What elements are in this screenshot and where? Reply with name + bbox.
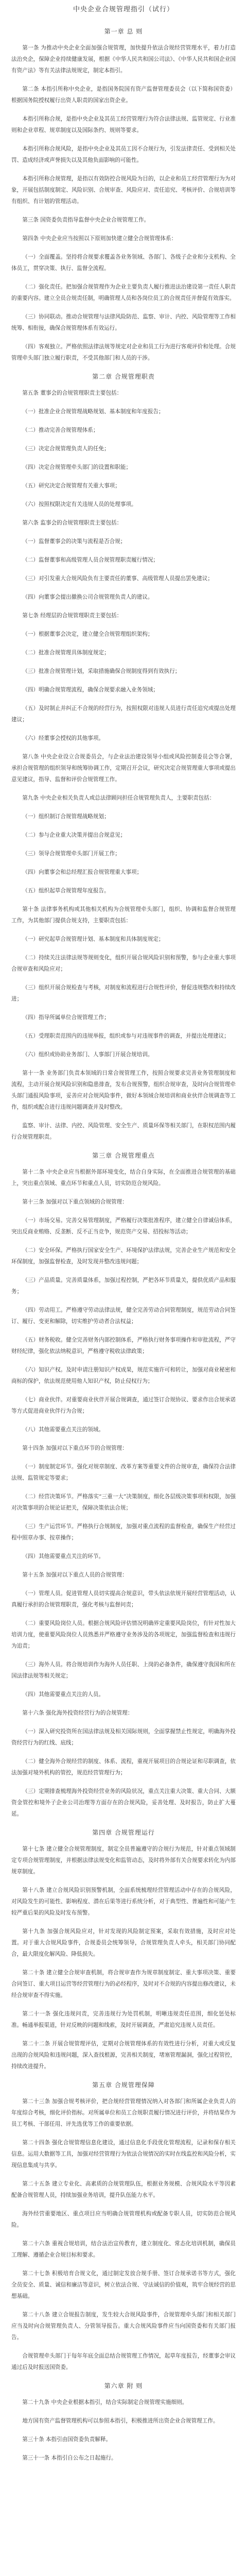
article-paragraph: （六）经董事会授权的其他事项。 <box>22 735 104 741</box>
article-paragraph: 第十三条 加强对以下重点领域的合规管理： <box>22 1199 128 1205</box>
article-paragraph: 本指引所称合规，是指中央企业及其员工经营管理行为符合法律法规、监管规定、行业准则和企业章程、规章制度以及国际条约、规则等要求。 <box>11 116 236 133</box>
article-paragraph: （三）组织开展合规检查与考核，对制度和流程进行合规性评价，督促违规整改和持续改进； <box>11 985 236 1002</box>
article-paragraph: 第十七条 建立健全合规管理制度，制定全员普遍遵守的合规行为规范，针对重点领域制定专项合规管理制度，并根据法律法规变化和监管动态，及时将外部有关合规要求转化为内部规章制度。 <box>11 1846 236 1875</box>
article-paragraph: 第二十九条 中央企业根据本指引，结合实际制定合规管理实施细则。 <box>22 2399 188 2405</box>
article-paragraph: （一）全面覆盖。坚持将合规要求覆盖各业务领域、各部门、各级子企业和分支机构、全体员工，贯穿决策、执行、监督全流程。 <box>11 254 236 272</box>
article-paragraph: 第二十六条 重视合规培训，结合法治宣传教育，建立制度化、常态化培训机制，确保员工理解、遵循企业合规目标和要求。 <box>11 2241 236 2258</box>
article-paragraph: （五）财务税收。健全完善财务内部控制体系，严格执行财务事项操作和审批流程，严守财经纪律，强化依法纳税意识，严格遵守税收法律政策； <box>11 1337 236 1354</box>
chapter-heading: 第五章 合规管理保障 <box>92 2081 155 2089</box>
article-paragraph: （二）批准合规管理具体制度规定； <box>22 650 110 656</box>
chapter-heading: 第四章 合规管理运行 <box>92 1829 155 1836</box>
article-paragraph: （六）按照权限决定有关违规人员的处理事项。 <box>22 501 137 507</box>
article-paragraph: （六）组织或协助业务部门、人事部门开展合规培训。 <box>22 1052 153 1058</box>
article-paragraph: （四）其他需要重点关注的环节。 <box>22 1553 104 1560</box>
article-paragraph: （四）明确合规管理流程，确保合规要求融入业务领域； <box>22 687 159 693</box>
article-paragraph: 第二十八条 建立合规报告制度，发生较大合规风险事件，合规管理牵头部门和相关部门应当及时向合规管理负责人、分管领导报告。重大合规风险事件应当向国资委和有关部门报告。 <box>11 2312 236 2341</box>
article-paragraph: （五）研究决定合规管理有关重大事项； <box>22 483 120 489</box>
article-paragraph: （七）商业伙伴。对重要商业伙伴开展合规调查，通过签订合规协议、要求作出合规承诺等方式促进商业伙伴行为合规； <box>11 1397 236 1414</box>
article-paragraph: 第二十五条 建立专业化、高素质的合规管理队伍，根据业务规模、合规风险水平等因素配备合规管理人员，持续加强业务培训，提升队伍能力水平。 <box>11 2181 236 2198</box>
article-paragraph: 第十二条 中央企业应当根据外部环境变化，结合自身实际，在全面推进合规管理的基础上，突出重点领域、重点环节和重点人员，切实防范合规风险。 <box>11 1169 236 1187</box>
article-paragraph: 第五条 董事会的合规管理职责主要包括： <box>22 390 122 396</box>
article-paragraph: （八）其他需要重点关注的领域。 <box>22 1427 104 1433</box>
chapter-heading: 第二章 合规管理职责 <box>92 373 155 380</box>
article-paragraph: 第一条 为推动中央企业全面加强合规管理，加快提升依法合规经营管理水平，着力打造法治央企，保障企业持续健康发展，根据《中华人民共和国公司法》、《中华人民共和国企业国有资产法》等有关法律法规规定，制定本指引。 <box>11 45 236 74</box>
article-paragraph: （四）向董事会和总经理汇报合规管理重大事项； <box>22 869 143 875</box>
article-paragraph: （一）研究起草合规管理计划、基本制度和具体制度规定； <box>22 936 164 942</box>
article-paragraph: （二）推动完善合规管理体系； <box>22 427 99 433</box>
chapter-section <box>11 26 236 364</box>
article-paragraph: （一）深入研究投资所在国法律法规及相关国际规则，全面掌握禁止性规定，明确海外投资经营行为的红线、底线； <box>11 1728 236 1746</box>
article-paragraph: （三）海外人员。将合规培训作为海外人员任职、上岗的必备条件，确保遵守我国和所在国法律法规等相关规定； <box>11 1662 236 1679</box>
article-paragraph: 第四条 中央企业应当按照以下原则加快建立健全合规管理体系： <box>22 235 177 242</box>
article-paragraph: （一）组织制订合规管理战略规划； <box>22 814 110 820</box>
article-paragraph: （三）生产运营环节。严格执行合规制度，加强对重点流程的监督检查，确保生产经营过程中照章办事、按章操作； <box>11 1523 236 1541</box>
article-paragraph: （二）监督董事和高级管理人员合规管理职责履行情况； <box>22 557 159 563</box>
chapters-container <box>11 26 236 2464</box>
article-paragraph: （二）重要风险岗位人员。根据合规风险评估情况明确界定重要风险岗位，有针对性加大培训力度，使重要风险岗位人员熟悉并严格遵守业务涉及的各项规定，加强监督检查和违规行为追责； <box>11 1620 236 1649</box>
article-paragraph: 第七条 经理层的合规管理职责主要包括： <box>22 613 122 619</box>
chapter-section <box>11 371 236 1143</box>
article-paragraph: 第六条 监事会的合规管理职责主要包括： <box>22 520 122 526</box>
article-paragraph: （五）受理职责范围内的违规举报，组织或参与对违规事件的调查，并提出处理建议； <box>22 1033 230 1039</box>
article-paragraph: （三）定期排查梳理海外投资经营业务的风险状况，重点关注重大决策、重大合同、大额资金管控和境外子企业公司治理等方面存在的合规风险，妥善处理、及时报告，防止扩大蔓延。 <box>11 1788 236 1817</box>
chapter-section <box>11 1827 236 2072</box>
article-paragraph: （二）安全环保。严格执行国家安全生产、环境保护法律法规，完善企业生产规范和安全环保制度，加强监督检查，及时发现并整改违规问题； <box>11 1247 236 1265</box>
chapter-heading: 第一章 总 则 <box>104 28 143 35</box>
chapter-heading: 第三章 合规管理重点 <box>92 1152 155 1159</box>
article-paragraph: 第九条 中央企业相关负责人或总法律顾问担任合规管理负责人，主要职责包括： <box>22 795 215 801</box>
article-paragraph: 第十六条 强化海外投资经营行为的合规管理： <box>22 1710 133 1716</box>
article-paragraph: （一）批准企业合规管理战略规划、基本制度和年度报告； <box>22 409 164 415</box>
article-paragraph: 第十条 法律事务机构或其他相关机构为合规管理牵头部门，组织、协调和监督合规管理工作，为其他部门提供合规支持，主要职责包括： <box>11 906 236 924</box>
article-paragraph: 第二十四条 强化合规管理信息化建设，通过信息化手段优化管理流程，记录和保存相关信息。运用大数据等工具，加强对经营管理行为依法合规情况的实时在线监控和风险分析，实现信息集成与共享。 <box>11 2140 236 2168</box>
article-paragraph: （一）监督董事会的决策与流程是否合规； <box>22 538 126 545</box>
article-paragraph: （五）及时制止并纠正不合规的经营行为，按照权限对违规人员进行责任追究或提出处理建议； <box>11 705 236 723</box>
article-paragraph: 第二十条 建立健全合规审查机制，将合规审查作为规章制度制定、重大事项决策、重要合同签订、重大项目运营等经营管理行为的必经程序，及时对不合规的内容提出修改建议，未经合规审查不得实施。 <box>11 1970 236 1998</box>
article-paragraph: （四）客观独立。严格依照法律法规等规定对企业和员工行为进行客观评价和处理。合规管理牵头部门独立履行职责，不受其他部门和人员的干涉。 <box>11 344 236 361</box>
article-paragraph: 本指引所称合规管理，是指以有效防控合规风险为目的，以企业和员工经营管理行为为对象，开展包括制度制定、风险识别、合规审查、风险应对、责任追究、考核评价、合规培训等有组织、有计划的管理活动。 <box>11 176 236 205</box>
article-paragraph: 第三条 国资委负责指导监督中央企业合规管理工作。 <box>22 217 150 223</box>
article-paragraph: 第十五条 加强对以下重点人员的合规管理： <box>22 1572 128 1578</box>
article-paragraph: （四）决定合规管理牵头部门的设置和职能； <box>22 464 132 470</box>
article-paragraph: （三）批准合规管理计划，采取措施确保合规制度得到有效执行； <box>22 668 181 674</box>
article-paragraph: 第八条 中央企业设立合规委员会，与企业法治建设领导小组或风险控制委员会等合署，承担合规管理的组织领导和统筹协调工作，定期召开会议，研究决定合规管理重大事项或提出意见建议，指导、监督和评价合规管理工作。 <box>11 754 236 783</box>
article-paragraph: 监察、审计、法律、内控、风险管理、安全生产、质量环保等相关部门，在职权范围内履行合规管理职责。 <box>11 1123 236 1140</box>
article-paragraph: （四）向董事会提出撤换公司合规管理负责人的建议。 <box>22 594 153 600</box>
article-paragraph: 第二十七条 积极培育合规文化，通过制定发放合规手册、签订合规承诺书等方式，强化全员安全、质量、诚信和廉洁等意识，树立依法合规、守法诚信的价值观，筑牢合规经营的思想基础。 <box>11 2270 236 2299</box>
article-paragraph: （一）根据董事会决定，建立健全合规管理组织架构； <box>22 631 153 637</box>
article-paragraph: （一）市场交易。完善交易管理制度，严格履行决策批准程序，建立健全自律诚信体系，突出反商业贿赂、反垄断、反不正当竞争，规范资产交易、招投标等活动； <box>11 1217 236 1235</box>
article-paragraph: （一）管理人员。促进管理人员切实提高合规意识，带头依法依规开展经营管理活动，认真履行承担的合规管理职责，强化考核与监督问责； <box>11 1590 236 1608</box>
article-paragraph: 地方国有资产监督管理机构可以参照本指引，积极推进所出资企业合规管理工作。 <box>22 2418 219 2424</box>
article-paragraph: 第二十三条 加强合规考核评价，把合规经营管理情况纳入对各部门和所属企业负责人的年度综合考核，细化评价指标。对所属单位和员工合规职责履行情况进行评价，并将结果作为员工考核、干部任用、评先选优等工作的重要依据。 <box>11 2098 236 2127</box>
article-paragraph: 合规管理牵头部门于每年年底全面总结合规管理工作情况，起草年度报告，经董事会审议通过后及时报送国资委。 <box>11 2353 236 2370</box>
chapter-section <box>11 2079 236 2373</box>
article-paragraph: 第十八条 建立合规风险识别预警机制，全面系统梳理经营管理活动中存在的合规风险，对风险发生的可能性、影响程度、潜在后果等进行系统分析，对于典型性、普遍性和可能产生较严重后果的风险及时发布预警。 <box>11 1887 236 1916</box>
article-paragraph: （三）产品质量。完善质量体系，加强过程控制，严把各环节质量关，提供优质产品和服务； <box>11 1277 236 1295</box>
article-paragraph: （三）协同联动。推动合规管理与法律风险防范、监察、审计、内控、风险管理等工作相统筹、相衔接，确保合规管理体系有效运行。 <box>11 314 236 331</box>
article-paragraph: （三）决定合规管理负责人的任免； <box>22 446 110 452</box>
article-paragraph: （三）对引发重大合规风险负有主要责任的董事、高级管理人员提出罢免建议； <box>22 575 213 582</box>
article-paragraph: （二）参与企业重大决策并提出合规意见； <box>22 832 126 838</box>
article-paragraph: 第三十条 本指引由国资委负责解释。 <box>22 2436 112 2443</box>
article-paragraph: （四）指导所属单位合规管理工作； <box>22 1014 110 1021</box>
chapter-section <box>11 2380 236 2464</box>
article-paragraph: 第十九条 加强合规风险应对，针对发现的风险制定预案，采取有效措施，及时应对处置。对于重大合规风险事件，合规委员会统筹领导，合规管理负责人牵头，相关部门协同配合，最大限度化解风险、降低损失。 <box>11 1928 236 1957</box>
chapter-section <box>11 1150 236 1820</box>
article-paragraph: （三）领导合规管理牵头部门开展工作； <box>22 851 120 857</box>
article-paragraph: 海外经营重要地区、重点项目应当明确合规管理机构或配备专职人员，切实防范合规风险。 <box>11 2211 236 2228</box>
article-paragraph: （四）劳动用工。严格遵守劳动法律法规，健全完善劳动合同管理制度，规范劳动合同签订、履行、变更和解除，切实维护劳动者合法权益； <box>11 1307 236 1325</box>
document-title: 中央企业合规管理指引（试行） <box>73 6 174 13</box>
article-paragraph: 第二条 本指引所称中央企业，是指国务院国有资产监督管理委员会（以下简称国资委）根据国务院授权履行出资人职责的国家出资企业。 <box>11 86 236 104</box>
article-paragraph: （二）健全海外合规经营的制度、体系、流程，重视开展项目的合规论证和尽职调查，依法加强对境外机构的管控，规范经营管理行为； <box>11 1758 236 1776</box>
article-paragraph: 第十四条 加强对以下重点环节的合规管理： <box>22 1445 128 1451</box>
article-paragraph: 本指引所称合规风险，是指中央企业及其员工因不合规行为，引发法律责任、受到相关处罚、造成经济或声誉损失以及其他负面影响的可能性。 <box>11 146 236 163</box>
article-paragraph: 第十一条 业务部门负责本领域的日常合规管理工作，按照合规要求完善业务管理制度和流程，主动开展合规风险识别和隐患排查，发布合规预警，组织合规审查，及时向合规管理牵头部门通报风险事项，妥善应对合规风险事件，做好本领域合规培训和商业伙伴合规调查等工作，组织或配合进行违规问题调查并及时整改。 <box>11 1070 236 1110</box>
article-paragraph: （二）经营决策环节。严格落实“三重一大”决策制度，细化各层级决策事项和权限，加强对决策事项的合规论证把关，保障决策依法合规； <box>11 1494 236 1511</box>
article-paragraph: （一）制度制定环节。强化对规章制度、改革方案等重要文件的合规审查，确保符合法律法规、监管规定等要求； <box>11 1464 236 1481</box>
article-paragraph: （四）其他需要重点关注的人员。 <box>22 1691 104 1698</box>
article-paragraph: （六）知识产权。及时申请注册知识产权成果，规范实施许可和转让，加强对商业秘密和商标的保护，依法规范使用他人知识产权，防止侵权行为； <box>11 1367 236 1384</box>
article-paragraph: 第二十一条 强化违规问责，完善违规行为处罚机制，明晰违规责任范围，细化惩处标准。畅通举报渠道，针对反映的问题和线索，及时开展调查，严肃追究违规人员责任。 <box>11 2011 236 2028</box>
article-paragraph: 第三十一条 本指引自公布之日起施行。 <box>22 2455 117 2461</box>
chapter-heading: 第六章 附 则 <box>104 2382 143 2389</box>
article-paragraph: （二）持续关注法律法规等规则变化，组织开展合规风险识别和预警，参与企业重大事项合规审查和风险应对； <box>11 955 236 972</box>
article-paragraph: （五）组织起草合规管理年度报告。 <box>22 888 110 894</box>
article-paragraph: 第二十二条 开展合规管理评估，定期对合规管理体系的有效性进行分析，对重大或反复出现的合规风险和违规问题，深入查找根源，完善相关制度，堵塞管理漏洞，强化过程管控，持续改进提升。 <box>11 2041 236 2070</box>
article-paragraph: （二）强化责任。把加强合规管理作为企业主要负责人履行推进法治建设第一责任人职责的重要内容。建立全员合规责任制，明确管理人员和各岗位员工的合规责任并督促有效落实。 <box>11 284 236 301</box>
